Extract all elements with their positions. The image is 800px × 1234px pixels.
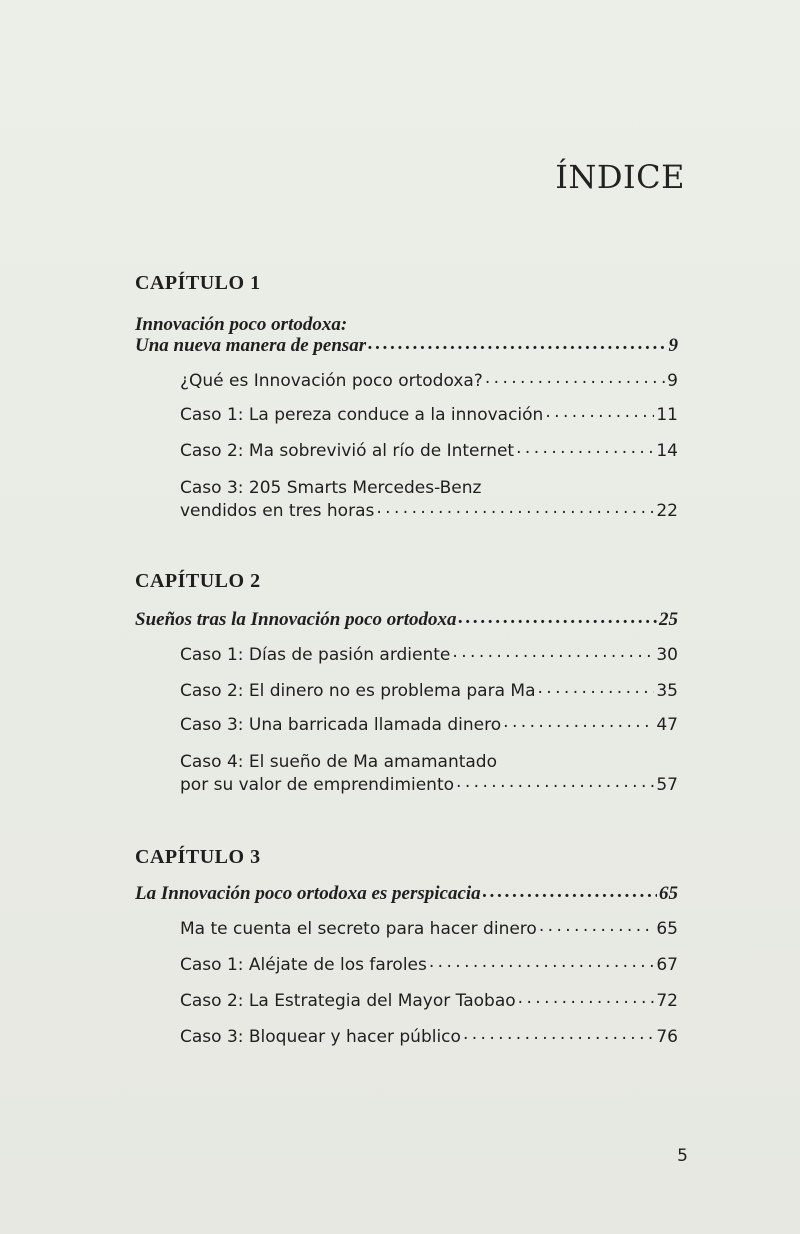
toc-entry[interactable] <box>180 404 678 425</box>
toc-page-number: 47 <box>656 715 678 735</box>
toc-entry-chapter-1[interactable] <box>135 334 678 357</box>
toc-entry-text: Caso 3: Una barricada llamada dinero <box>180 715 502 735</box>
toc-entry-text: ¿Qué es Innovación poco ortodoxa? <box>180 371 483 391</box>
dot-leader <box>516 440 654 461</box>
toc-entry[interactable] <box>180 918 678 939</box>
toc-entry-text: Caso 2: El dinero no es problema para Ma <box>180 681 536 701</box>
toc-entry-text: por su valor de emprendimiento <box>180 775 455 795</box>
toc-entry[interactable] <box>180 680 678 701</box>
toc-page-number: 9 <box>667 371 678 391</box>
page-number: 5 <box>677 1146 688 1166</box>
toc-entry[interactable] <box>180 500 678 521</box>
dot-leader <box>518 990 655 1011</box>
toc-entry-text: Una nueva manera de pensar <box>135 335 367 356</box>
toc-entry-text: Sueños tras la Innovación poco ortodoxa <box>135 609 457 630</box>
toc-page-number: 67 <box>656 955 678 975</box>
toc-entry-text: Caso 2: La Estrategia del Mayor Taobao <box>180 991 516 1011</box>
toc-page-number: 30 <box>656 645 678 665</box>
toc-entry[interactable] <box>180 370 678 391</box>
toc-entry[interactable] <box>180 440 678 461</box>
toc-page-number: 25 <box>659 609 678 630</box>
toc-entry-text: La Innovación poco ortodoxa es perspicacia <box>135 883 481 904</box>
chapter-1-title-line1: Innovación poco ortodoxa: <box>135 314 348 335</box>
toc-page-number: 9 <box>668 335 678 356</box>
chapter-heading-2: CAPÍTULO 2 <box>135 570 261 592</box>
dot-leader <box>483 882 657 905</box>
toc-entry[interactable] <box>180 714 678 735</box>
dot-leader <box>539 918 655 939</box>
toc-entry-text: vendidos en tres horas <box>180 501 375 521</box>
toc-entry[interactable] <box>180 954 678 975</box>
toc-page-number: 57 <box>656 775 678 795</box>
dot-leader <box>485 370 665 391</box>
toc-entry[interactable] <box>180 774 678 795</box>
toc-entry[interactable] <box>180 644 678 665</box>
toc-entry-chapter-2[interactable] <box>135 608 678 631</box>
toc-entry-text: Caso 2: Ma sobrevivió al río de Internet <box>180 441 515 461</box>
toc-entry-text: Caso 3: Bloquear y hacer público <box>180 1027 461 1047</box>
toc-entry[interactable] <box>180 990 678 1011</box>
toc-entry-text: Caso 1: La pereza conduce a la innovación <box>180 405 544 425</box>
toc-page-number: 65 <box>656 919 678 939</box>
toc-page-number: 72 <box>656 991 678 1011</box>
toc-page-number: 22 <box>656 501 678 521</box>
toc-entry-text: Ma te cuenta el secreto para hacer dinero <box>180 919 537 939</box>
chapter-heading-1: CAPÍTULO 1 <box>135 272 261 294</box>
dot-leader <box>545 404 654 425</box>
toc-entry-text-line1: Caso 4: El sueño de Ma amamantado <box>180 752 497 772</box>
toc-page-number: 65 <box>659 883 678 904</box>
dot-leader <box>456 774 654 795</box>
toc-entry-chapter-3[interactable] <box>135 882 678 905</box>
dot-leader <box>452 644 654 665</box>
toc-entry-text-line1: Caso 3: 205 Smarts Mercedes-Benz <box>180 478 482 498</box>
dot-leader <box>538 680 655 701</box>
toc-page-number: 14 <box>656 441 678 461</box>
chapter-heading-3: CAPÍTULO 3 <box>135 846 261 868</box>
page-title: ÍNDICE <box>555 158 685 196</box>
toc-entry-text: Caso 1: Aléjate de los faroles <box>180 955 427 975</box>
toc-page-number: 76 <box>656 1027 678 1047</box>
toc-entry-text: Caso 1: Días de pasión ardiente <box>180 645 451 665</box>
dot-leader <box>463 1026 654 1047</box>
dot-leader <box>376 500 654 521</box>
dot-leader <box>368 334 666 357</box>
toc-page-number: 11 <box>656 405 678 425</box>
toc-page-number: 35 <box>656 681 678 701</box>
toc-entry[interactable] <box>180 1026 678 1047</box>
dot-leader <box>503 714 654 735</box>
dot-leader <box>429 954 654 975</box>
dot-leader <box>458 608 657 631</box>
